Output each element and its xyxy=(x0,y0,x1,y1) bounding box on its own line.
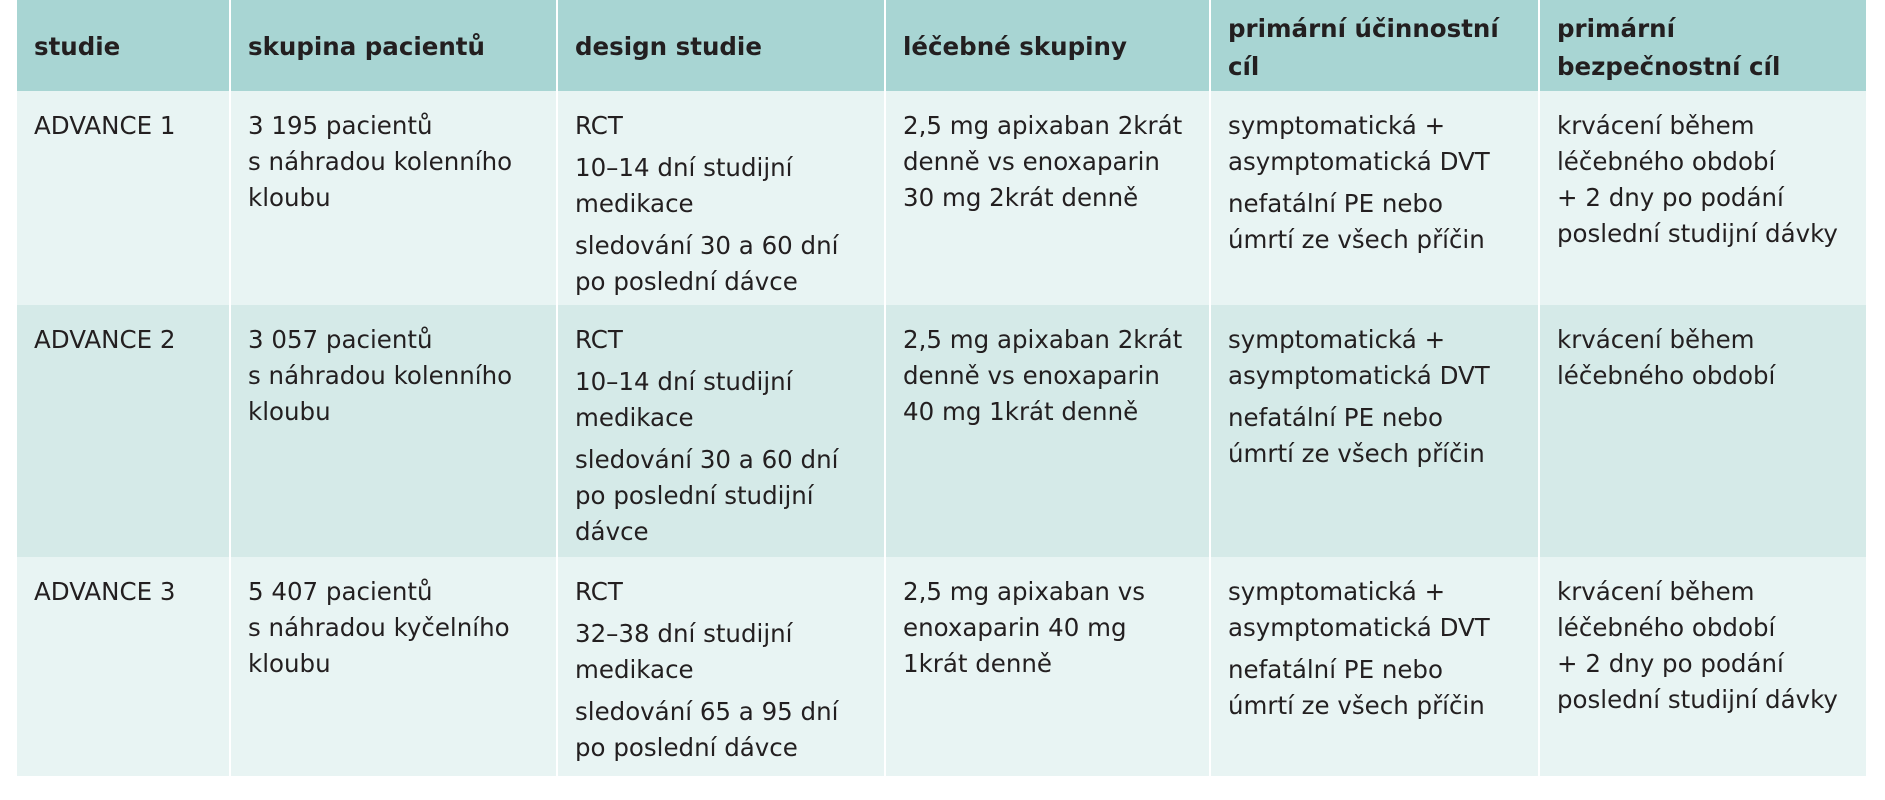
cell-line: 40 mg 1krát denně xyxy=(903,397,1139,426)
cell-line: RCT xyxy=(575,325,623,354)
cell-line: 32–38 dní studijní xyxy=(575,619,793,648)
cell-line: krvácení během xyxy=(1557,577,1755,606)
cell-line: nefatální PE nebo xyxy=(1228,655,1443,684)
cell-line: symptomatická + xyxy=(1228,577,1446,606)
header-primary-efficacy xyxy=(1210,0,1539,91)
header-line: bezpečnostní cíl xyxy=(1557,52,1781,81)
cell-line: + 2 dny po podání xyxy=(1557,183,1784,212)
cell-line: kloubu xyxy=(248,183,331,212)
cell-line: 30 mg 2krát denně xyxy=(903,183,1139,212)
cell-treatment xyxy=(885,305,1210,557)
header-line: primární xyxy=(1557,14,1676,43)
cell-study xyxy=(17,557,230,776)
header-line: léčebné skupiny xyxy=(903,32,1127,61)
study-comparison-table-container xyxy=(17,0,1866,776)
cell-line: kloubu xyxy=(248,397,331,426)
header-line: cíl xyxy=(1228,52,1260,81)
cell-treatment xyxy=(885,91,1210,305)
cell-line: po poslední dávce xyxy=(575,733,798,762)
cell-line: sledování 30 a 60 dní xyxy=(575,231,839,260)
table-row xyxy=(17,91,1866,305)
cell-line: sledování 30 a 60 dní xyxy=(575,445,839,474)
cell-line: ADVANCE 2 xyxy=(34,325,176,354)
cell-line: 5 407 pacientů xyxy=(248,577,433,606)
cell-line: 3 195 pacientů xyxy=(248,111,433,140)
cell-efficacy xyxy=(1210,305,1539,557)
cell-patients xyxy=(230,305,557,557)
cell-line: 3 057 pacientů xyxy=(248,325,433,354)
cell-line: symptomatická + xyxy=(1228,325,1446,354)
cell-line: denně vs enoxaparin xyxy=(903,147,1160,176)
header-line: studie xyxy=(34,32,121,61)
cell-line: 10–14 dní studijní xyxy=(575,153,793,182)
cell-line: léčebného období xyxy=(1557,147,1776,176)
header-patient-group xyxy=(230,0,557,91)
cell-line: léčebného období xyxy=(1557,613,1776,642)
header-treatment-groups xyxy=(885,0,1210,91)
header-line: primární účinnostní xyxy=(1228,14,1499,43)
header-line: skupina pacientů xyxy=(248,32,485,61)
cell-line: nefatální PE nebo xyxy=(1228,189,1443,218)
cell-line: krvácení během xyxy=(1557,325,1755,354)
table-row xyxy=(17,557,1866,776)
cell-line: RCT xyxy=(575,577,623,606)
cell-line: denně vs enoxaparin xyxy=(903,361,1160,390)
cell-line: 2,5 mg apixaban 2krát xyxy=(903,325,1183,354)
cell-line: sledování 65 a 95 dní xyxy=(575,697,839,726)
cell-line: poslední studijní dávky xyxy=(1557,685,1838,714)
cell-line: asymptomatická DVT xyxy=(1228,361,1490,390)
cell-efficacy xyxy=(1210,91,1539,305)
table-row xyxy=(17,305,1866,557)
cell-line: 2,5 mg apixaban vs xyxy=(903,577,1145,606)
cell-line: úmrtí ze všech příčin xyxy=(1228,439,1485,468)
cell-line: úmrtí ze všech příčin xyxy=(1228,691,1485,720)
cell-line: úmrtí ze všech příčin xyxy=(1228,225,1485,254)
cell-line: ADVANCE 3 xyxy=(34,577,176,606)
header-primary-safety xyxy=(1539,0,1866,91)
cell-patients xyxy=(230,91,557,305)
cell-line: 2,5 mg apixaban 2krát xyxy=(903,111,1183,140)
cell-line: kloubu xyxy=(248,649,331,678)
cell-line: enoxaparin 40 mg xyxy=(903,613,1127,642)
cell-treatment xyxy=(885,557,1210,776)
cell-line: dávce xyxy=(575,517,649,546)
cell-safety xyxy=(1539,557,1866,776)
cell-line: symptomatická + xyxy=(1228,111,1446,140)
cell-design xyxy=(557,91,885,305)
cell-line: + 2 dny po podání xyxy=(1557,649,1784,678)
header-study xyxy=(17,0,230,91)
cell-design xyxy=(557,557,885,776)
cell-line: léčebného období xyxy=(1557,361,1776,390)
study-comparison-table xyxy=(17,0,1866,776)
cell-line: po poslední dávce xyxy=(575,267,798,296)
cell-line: 10–14 dní studijní xyxy=(575,367,793,396)
cell-line: poslední studijní dávky xyxy=(1557,219,1838,248)
cell-line: asymptomatická DVT xyxy=(1228,147,1490,176)
cell-line: medikace xyxy=(575,403,694,432)
cell-study xyxy=(17,305,230,557)
cell-efficacy xyxy=(1210,557,1539,776)
cell-safety xyxy=(1539,305,1866,557)
cell-design xyxy=(557,305,885,557)
cell-line: ADVANCE 1 xyxy=(34,111,176,140)
header-study-design xyxy=(557,0,885,91)
table-header xyxy=(17,0,1866,91)
table-body xyxy=(17,91,1866,776)
cell-patients xyxy=(230,557,557,776)
cell-line: s náhradou kyčelního xyxy=(248,613,510,642)
cell-line: 1krát denně xyxy=(903,649,1053,678)
cell-line: asymptomatická DVT xyxy=(1228,613,1490,642)
cell-line: s náhradou kolenního xyxy=(248,147,513,176)
cell-safety xyxy=(1539,91,1866,305)
cell-line: RCT xyxy=(575,111,623,140)
header-row xyxy=(17,0,1866,91)
cell-line: medikace xyxy=(575,189,694,218)
cell-line: s náhradou kolenního xyxy=(248,361,513,390)
cell-line: krvácení během xyxy=(1557,111,1755,140)
cell-study xyxy=(17,91,230,305)
cell-line: po poslední studijní xyxy=(575,481,814,510)
header-line: design studie xyxy=(575,32,762,61)
cell-line: nefatální PE nebo xyxy=(1228,403,1443,432)
cell-line: medikace xyxy=(575,655,694,684)
